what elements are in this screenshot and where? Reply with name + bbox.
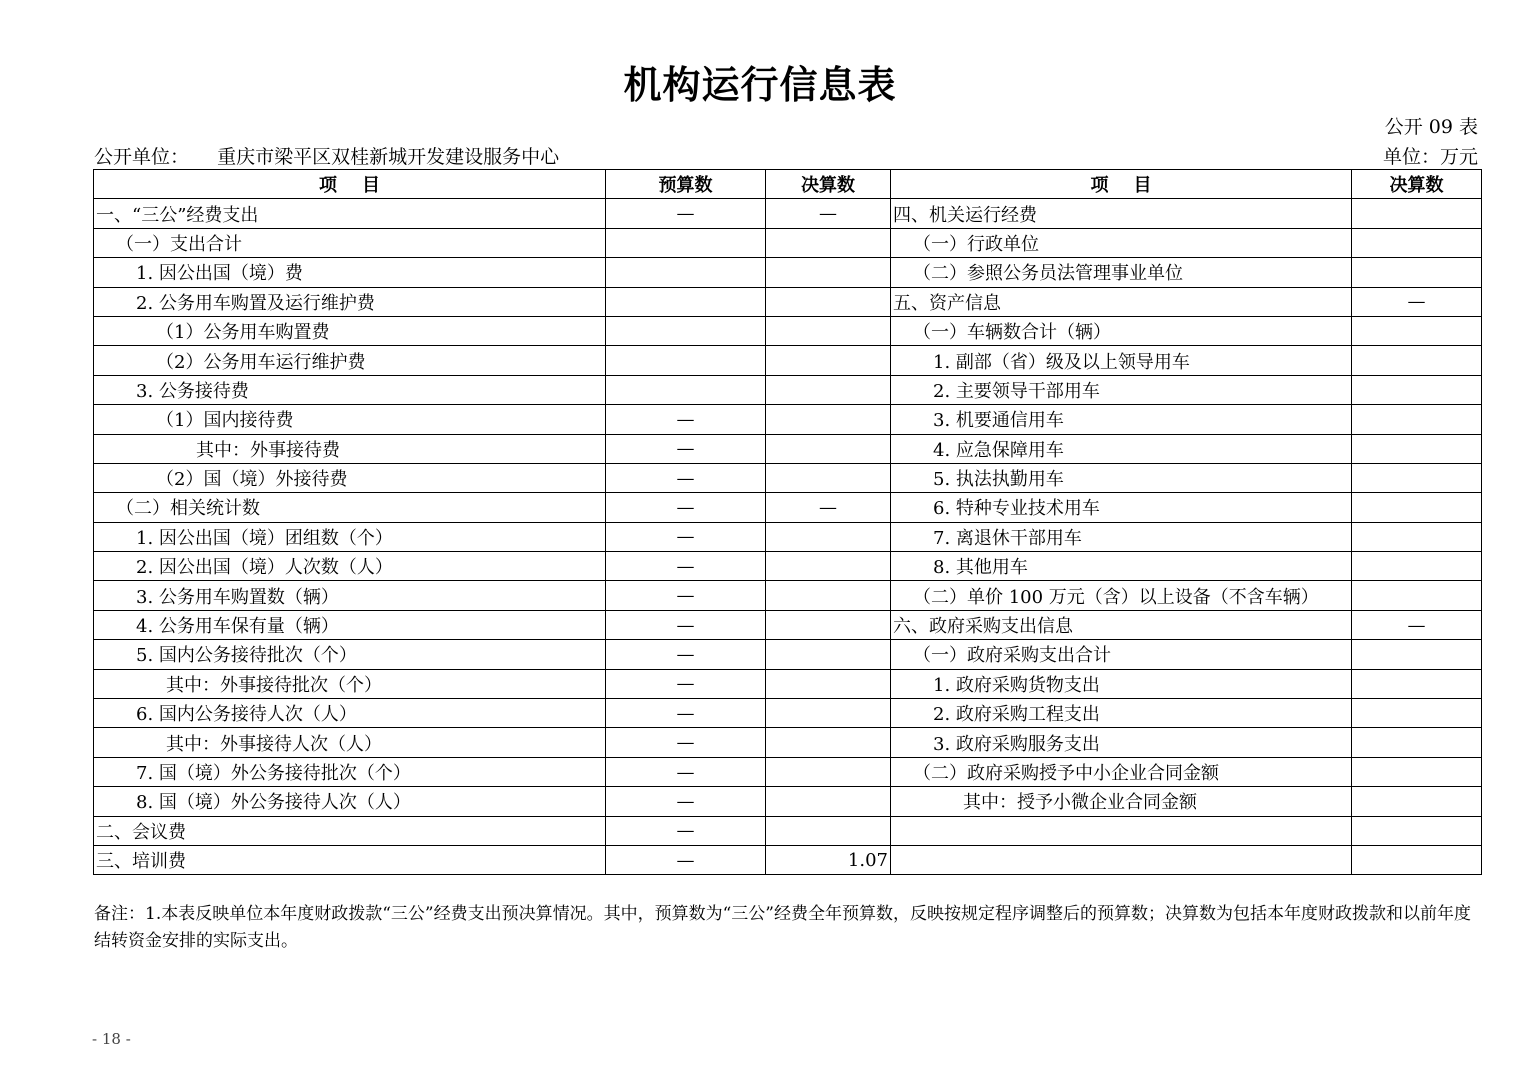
- budget-cell: —: [606, 816, 766, 845]
- table-row: [94, 640, 1482, 669]
- final-right-cell: [1352, 581, 1482, 610]
- right-item-cell: 4. 应急保障用车: [891, 434, 1352, 463]
- final-right-cell: [1352, 757, 1482, 786]
- right-item-cell: 7. 离退休干部用车: [891, 522, 1352, 551]
- final-right-cell: [1352, 346, 1482, 375]
- table-row: [94, 610, 1482, 639]
- final-right-cell: [1352, 493, 1482, 522]
- left-item-cell: 三、培训费: [94, 845, 606, 874]
- right-item-cell: 2. 主要领导干部用车: [891, 375, 1352, 404]
- final-right-cell: [1352, 669, 1482, 698]
- table-row: [94, 287, 1482, 316]
- left-item-cell: 其中：外事接待批次（个）: [94, 669, 606, 698]
- table-row: [94, 845, 1482, 874]
- reporting-unit-name: 重庆市梁平区双桂新城开发建设服务中心: [217, 146, 560, 168]
- budget-cell: —: [606, 669, 766, 698]
- final-left-cell: —: [766, 199, 891, 228]
- budget-cell: —: [606, 522, 766, 551]
- final-right-cell: [1352, 375, 1482, 404]
- right-item-cell: 其中：授予小微企业合同金额: [891, 787, 1352, 816]
- budget-cell: —: [606, 199, 766, 228]
- left-item-cell: （2）国（境）外接待费: [94, 463, 606, 492]
- right-item-cell: 四、机关运行经费: [891, 199, 1352, 228]
- table-row: [94, 258, 1482, 287]
- final-left-cell: 1.07: [766, 845, 891, 874]
- budget-cell: —: [606, 787, 766, 816]
- final-right-cell: [1352, 728, 1482, 757]
- final-left-cell: [766, 757, 891, 786]
- right-item-cell: 3. 政府采购服务支出: [891, 728, 1352, 757]
- final-right-cell: [1352, 699, 1482, 728]
- budget-cell: —: [606, 434, 766, 463]
- table-row: [94, 199, 1482, 228]
- left-item-cell: 3. 公务接待费: [94, 375, 606, 404]
- right-item-cell: （一）政府采购支出合计: [891, 640, 1352, 669]
- table-row: [94, 493, 1482, 522]
- final-right-cell: [1352, 258, 1482, 287]
- right-item-cell: （二）单价 100 万元（含）以上设备（不含车辆）: [891, 581, 1352, 610]
- left-item-cell: 1. 因公出国（境）团组数（个）: [94, 522, 606, 551]
- final-right-cell: [1352, 816, 1482, 845]
- left-item-cell: 8. 国（境）外公务接待人次（人）: [94, 787, 606, 816]
- budget-cell: [606, 316, 766, 345]
- final-left-cell: [766, 434, 891, 463]
- final-right-cell: [1352, 316, 1482, 345]
- table-body: [94, 199, 1482, 875]
- final-left-cell: [766, 581, 891, 610]
- right-item-cell: （一）行政单位: [891, 228, 1352, 257]
- budget-cell: [606, 228, 766, 257]
- left-item-cell: （2）公务用车运行维护费: [94, 346, 606, 375]
- final-left-cell: —: [766, 493, 891, 522]
- currency-unit: 单位：万元: [1382, 146, 1478, 168]
- table-row: [94, 228, 1482, 257]
- final-left-cell: [766, 728, 891, 757]
- footnote: 备注：1.本表反映单位本年度财政拨款“三公”经费支出预决算情况。其中，预算数为“三公”经费全年预算数，反映按规定程序调整后的预算数；决算数为包括本年度财政拨款和以前年度结转资金安排的实际支出。: [94, 904, 1471, 951]
- final-left-cell: [766, 375, 891, 404]
- left-item-cell: 一、“三公”经费支出: [94, 199, 606, 228]
- budget-cell: —: [606, 845, 766, 874]
- right-item-cell: [891, 845, 1352, 874]
- budget-cell: —: [606, 405, 766, 434]
- final-left-cell: [766, 640, 891, 669]
- header-item-right: 项 目: [891, 170, 1352, 199]
- left-item-cell: （一）支出合计: [94, 228, 606, 257]
- left-item-cell: 3. 公务用车购置数（辆）: [94, 581, 606, 610]
- right-item-cell: 3. 机要通信用车: [891, 405, 1352, 434]
- final-right-cell: [1352, 228, 1482, 257]
- budget-cell: [606, 346, 766, 375]
- right-item-cell: 1. 副部（省）级及以上领导用车: [891, 346, 1352, 375]
- final-right-cell: [1352, 640, 1482, 669]
- header-final-right: 决算数: [1352, 170, 1482, 199]
- final-right-cell: [1352, 552, 1482, 581]
- table-header-row: [94, 170, 1482, 199]
- final-left-cell: [766, 669, 891, 698]
- budget-cell: —: [606, 640, 766, 669]
- table-row: [94, 522, 1482, 551]
- table-row: [94, 316, 1482, 345]
- reporting-unit: [94, 142, 559, 169]
- right-item-cell: 五、资产信息: [891, 287, 1352, 316]
- left-item-cell: 7. 国（境）外公务接待批次（个）: [94, 757, 606, 786]
- left-item-cell: 2. 因公出国（境）人次数（人）: [94, 552, 606, 581]
- final-right-cell: [1352, 787, 1482, 816]
- budget-cell: —: [606, 757, 766, 786]
- left-item-cell: （1）国内接待费: [94, 405, 606, 434]
- table-row: [94, 699, 1482, 728]
- page-number: - 18 -: [92, 1030, 131, 1048]
- right-item-cell: （一）车辆数合计（辆）: [891, 316, 1352, 345]
- final-right-cell: [1352, 845, 1482, 874]
- final-left-cell: [766, 552, 891, 581]
- left-item-cell: 1. 因公出国（境）费: [94, 258, 606, 287]
- left-item-cell: （1）公务用车购置费: [94, 316, 606, 345]
- table-row: [94, 581, 1482, 610]
- table-row: [94, 669, 1482, 698]
- right-item-cell: [891, 816, 1352, 845]
- budget-cell: —: [606, 493, 766, 522]
- final-left-cell: [766, 787, 891, 816]
- final-left-cell: [766, 463, 891, 492]
- final-left-cell: [766, 316, 891, 345]
- budget-cell: —: [606, 463, 766, 492]
- right-item-cell: 5. 执法执勤用车: [891, 463, 1352, 492]
- final-left-cell: [766, 228, 891, 257]
- right-item-cell: 8. 其他用车: [891, 552, 1352, 581]
- budget-cell: [606, 287, 766, 316]
- final-right-cell: [1352, 463, 1482, 492]
- final-left-cell: [766, 699, 891, 728]
- page-title: 机构运行信息表: [623, 63, 897, 107]
- final-right-cell: [1352, 434, 1482, 463]
- header-budget: 预算数: [606, 170, 766, 199]
- left-item-cell: （二）相关统计数: [94, 493, 606, 522]
- budget-cell: [606, 375, 766, 404]
- table-row: [94, 552, 1482, 581]
- budget-cell: [606, 258, 766, 287]
- table-row: [94, 405, 1482, 434]
- left-item-cell: 2. 公务用车购置及运行维护费: [94, 287, 606, 316]
- left-item-cell: 二、会议费: [94, 816, 606, 845]
- header-item-left: 项 目: [94, 170, 606, 199]
- left-item-cell: 4. 公务用车保有量（辆）: [94, 610, 606, 639]
- right-item-cell: 1. 政府采购货物支出: [891, 669, 1352, 698]
- final-right-cell: [1352, 522, 1482, 551]
- budget-cell: —: [606, 728, 766, 757]
- table-row: [94, 816, 1482, 845]
- table-row: [94, 463, 1482, 492]
- budget-cell: —: [606, 581, 766, 610]
- left-item-cell: 其中：外事接待费: [94, 434, 606, 463]
- final-left-cell: [766, 346, 891, 375]
- budget-cell: —: [606, 699, 766, 728]
- table-row: [94, 434, 1482, 463]
- table-row: [94, 787, 1482, 816]
- final-left-cell: [766, 610, 891, 639]
- table-row: [94, 375, 1482, 404]
- budget-cell: —: [606, 552, 766, 581]
- final-right-cell: [1352, 405, 1482, 434]
- final-right-cell: [1352, 199, 1482, 228]
- right-item-cell: 6. 特种专业技术用车: [891, 493, 1352, 522]
- info-table: [93, 169, 1482, 875]
- final-left-cell: [766, 405, 891, 434]
- table-row: [94, 728, 1482, 757]
- right-item-cell: （二）参照公务员法管理事业单位: [891, 258, 1352, 287]
- left-item-cell: 6. 国内公务接待人次（人）: [94, 699, 606, 728]
- final-left-cell: [766, 258, 891, 287]
- final-left-cell: [766, 816, 891, 845]
- form-code: 公开 09 表: [1384, 116, 1478, 138]
- budget-cell: —: [606, 610, 766, 639]
- right-item-cell: （二）政府采购授予中小企业合同金额: [891, 757, 1352, 786]
- final-left-cell: [766, 287, 891, 316]
- final-right-cell: —: [1352, 610, 1482, 639]
- left-item-cell: 5. 国内公务接待批次（个）: [94, 640, 606, 669]
- left-item-cell: 其中：外事接待人次（人）: [94, 728, 606, 757]
- final-right-cell: —: [1352, 287, 1482, 316]
- final-left-cell: [766, 522, 891, 551]
- header-final-left: 决算数: [766, 170, 891, 199]
- table-row: [94, 757, 1482, 786]
- right-item-cell: 六、政府采购支出信息: [891, 610, 1352, 639]
- right-item-cell: 2. 政府采购工程支出: [891, 699, 1352, 728]
- reporting-unit-label: 公开单位：: [94, 146, 190, 168]
- table-row: [94, 346, 1482, 375]
